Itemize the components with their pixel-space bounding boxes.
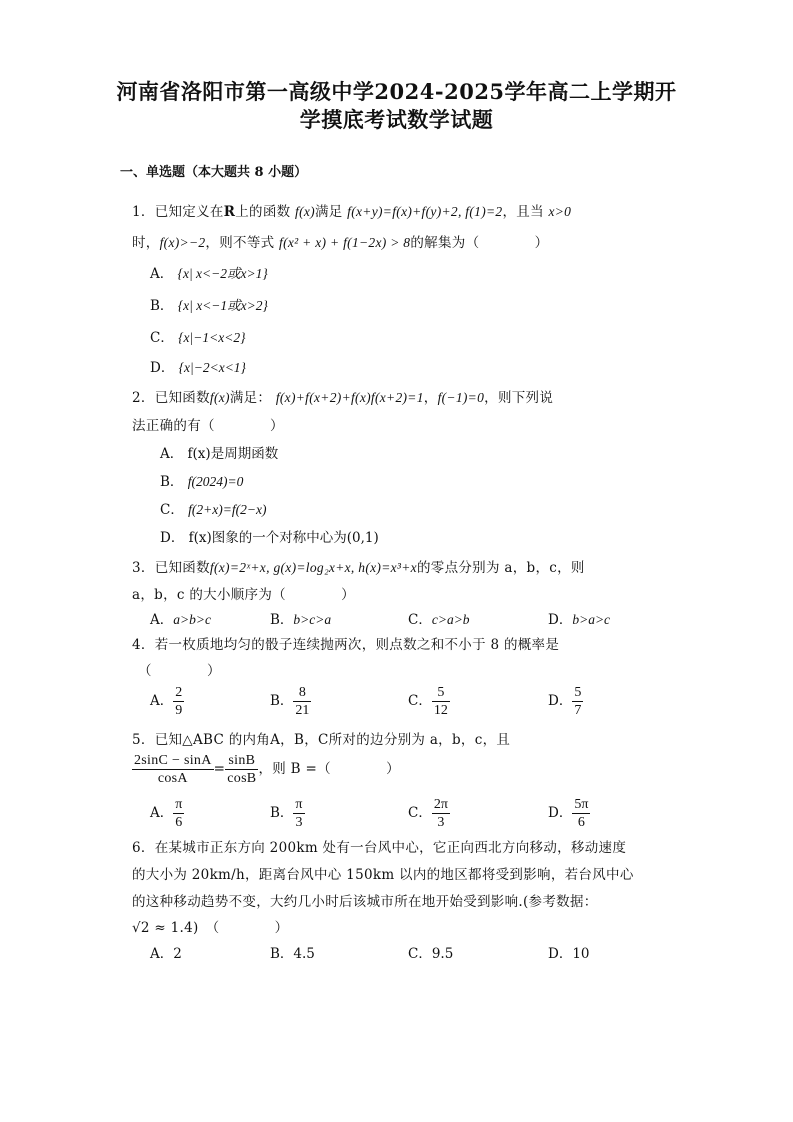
option-label: D． [160, 530, 185, 546]
option-label: D． [150, 360, 175, 376]
q1-option-a[interactable] [150, 262, 268, 282]
q4-option-b[interactable] [270, 684, 311, 719]
frac-den: cosA [157, 771, 188, 786]
q3-option-c[interactable] [408, 608, 470, 628]
frac-num: 2π [433, 797, 448, 812]
q6-option-b[interactable] [270, 942, 315, 962]
q3-expr: f(x)=2ˣ+x, g(x)=log₂x+x, h(x)=x³+x [209, 560, 417, 575]
frac-den: 7 [574, 703, 582, 718]
option-label: C． [408, 612, 432, 628]
option-text: f(2024)=0 [187, 474, 244, 489]
q1-text: 1．已知定义在 [132, 204, 224, 220]
q1-option-d[interactable] [150, 356, 246, 376]
fraction [572, 796, 590, 831]
q3-option-b[interactable] [270, 608, 331, 628]
q2-option-a[interactable] [160, 442, 278, 462]
q2-expr2: f(−1)=0 [437, 390, 485, 405]
fraction [225, 752, 258, 787]
frac-num: sinB [225, 752, 258, 770]
q4-option-c[interactable] [408, 684, 450, 719]
option-label: B． [150, 298, 174, 314]
fraction [132, 752, 214, 787]
option-text: 9.5 [431, 946, 454, 962]
q1-cond: x>0 [548, 204, 572, 219]
q2-stem-line1: 2．已知函数f(x)满足： f(x)+f(x+2)+f(x)f(x+2)=1，f(−1)=0，则下列说 [132, 390, 554, 406]
option-label: A． [150, 946, 174, 962]
frac-num: 8 [293, 684, 311, 702]
q5-text: ，则 B =（ ） [258, 761, 400, 777]
q5-option-d[interactable] [548, 796, 590, 831]
option-text: 10 [572, 946, 590, 962]
frac-den: 6 [577, 815, 585, 830]
option-label: B． [270, 612, 294, 628]
frac-den: 3 [295, 815, 303, 830]
fraction [432, 684, 450, 719]
frac-den: 12 [433, 703, 448, 718]
q6-stem-line4: √2 ≈ 1.4) （ ） [132, 920, 289, 936]
q2-option-d[interactable] [160, 526, 379, 546]
q5-option-b[interactable] [270, 796, 305, 831]
option-label: B． [270, 946, 294, 962]
q5-stem-line1 [132, 728, 510, 748]
q6-option-c[interactable] [408, 942, 453, 962]
page-title-line1: 河南省洛阳市第一高级中学2024-2025学年高二上学期开 [116, 79, 677, 104]
frac-den: 3 [437, 815, 445, 830]
q2-expr1: f(x)+f(x+2)+f(x)f(x+2)=1 [275, 390, 424, 405]
q1-stem-line1 [132, 200, 571, 220]
frac-num: 2sinC − sinA [134, 753, 212, 768]
frac-num: π [175, 797, 183, 812]
fraction [432, 796, 450, 831]
option-text: a>b>c [173, 612, 211, 627]
q4-option-d[interactable] [548, 684, 583, 719]
option-label: C． [150, 330, 174, 346]
q1-expr3: f(x² + x) + f(1−2x) > 8 [279, 235, 411, 250]
option-text: f(2+x)=f(2−x) [188, 502, 267, 517]
q1-expr1: f(x+y)=f(x)+f(y)+2, f(1)=2 [347, 204, 503, 219]
option-text: f(x)是周期函数 [187, 446, 279, 462]
option-label: D． [548, 612, 573, 628]
q1-stem-line2 [132, 231, 548, 251]
q4-stem-line1: 4．若一枚质地均匀的骰子连续抛两次，则点数之和不小于 8 的概率是 [132, 637, 560, 653]
q5-option-a[interactable] [150, 796, 184, 831]
q6-option-a[interactable] [150, 942, 182, 962]
frac-den: cosB [227, 771, 257, 786]
q2-text: ，则下列说 [484, 390, 554, 406]
q3-text: 的零点分别为 a，b，c，则 [416, 560, 585, 576]
fraction [173, 796, 184, 831]
q6-stem-line3: 的这种移动趋势不变，大约几小时后该城市所在地开始受到影响.(参考数据： [132, 894, 598, 910]
option-label: A． [150, 693, 174, 709]
option-text: {x| x<−1或x>2} [177, 298, 268, 313]
q1-fx: f(x) [295, 204, 315, 219]
option-label: B． [270, 805, 294, 821]
q1-text: 的解集为（ ） [410, 235, 549, 251]
option-text: 2 [173, 946, 182, 962]
frac-num: 5π [574, 797, 589, 812]
q5-stem-line2: $\frac{2\sin C - \sin A}{\cos A}$ = $\frac{\sin B}{\cos B}$ ，则 B =（ ） [134, 753, 400, 786]
frac-num: 5 [432, 684, 450, 702]
option-label: A． [160, 446, 184, 462]
q2-option-c[interactable] [160, 498, 266, 518]
q3-option-d[interactable] [548, 608, 610, 628]
q2-text: 满足： [229, 390, 272, 406]
section-heading: 一、单选题（本大题共 8 小题） [120, 165, 308, 180]
option-label: D． [548, 805, 573, 821]
q2-stem-line2: 法正确的有（ ） [132, 418, 284, 434]
frac-num: 5 [574, 685, 582, 700]
option-label: B． [160, 474, 184, 490]
option-text: {x|−1<x<2} [178, 330, 246, 345]
fraction [293, 796, 304, 831]
option-label: A． [150, 266, 174, 282]
option-text: b>c>a [293, 612, 332, 627]
option-text: b>a>c [572, 612, 611, 627]
frac-den: 6 [175, 815, 183, 830]
frac-num: π [295, 797, 303, 812]
option-text: {x| x<−2或x>1} [177, 266, 268, 281]
option-label: C． [408, 946, 432, 962]
q1-text: 上的函数 [235, 204, 291, 220]
option-text: c>a>b [431, 612, 470, 627]
option-label: B． [270, 693, 294, 709]
q5-text: 5．已知△ABC 的内角 [132, 732, 271, 748]
q3-stem-line2: a，b，c 的大小顺序为（ ） [132, 587, 355, 603]
option-label: C． [408, 693, 432, 709]
option-text: f(x)图象的一个对称中心为(0,1) [188, 530, 379, 546]
q1-text: ，且当 [502, 204, 544, 220]
q4-option-a[interactable] [150, 684, 184, 719]
q1-text: 时， [132, 235, 160, 251]
option-label: D． [548, 946, 573, 962]
q5-option-c[interactable] [408, 796, 450, 831]
q3-stem-line1 [132, 556, 585, 576]
q5-text: A，B，C所对的边分别为 a，b，c，且 [270, 732, 511, 748]
option-label: A． [150, 805, 174, 821]
option-text: 4.5 [293, 946, 315, 962]
q6-stem-line2: 的大小为 20km/h，距离台风中心 150km 以内的地区都将受到影响，若台风中心 [132, 867, 634, 883]
frac-den: 9 [175, 703, 183, 718]
q3-option-a[interactable] [150, 608, 211, 628]
fraction [293, 684, 311, 719]
frac-num: 2 [175, 685, 183, 700]
q2-fx: f(x) [209, 390, 230, 405]
q6-option-d[interactable] [548, 942, 590, 962]
fraction [173, 684, 184, 719]
q3-text: 3．已知函数 [132, 560, 210, 576]
q6-stem-line1: 6．在某城市正东方向 200km 处有一台风中心，它正向西北方向移动，移动速度 [132, 840, 627, 856]
q1-text: ，则不等式 [205, 235, 275, 251]
q1-text: 满足 [314, 204, 343, 220]
fraction [572, 684, 583, 719]
option-label: A． [150, 612, 174, 628]
q1-option-b[interactable] [150, 294, 268, 314]
q1-R: R [223, 204, 236, 220]
q4-stem-line2: （ ） [138, 663, 221, 679]
option-text: {x|−2<x<1} [178, 360, 246, 375]
option-label: D． [548, 693, 573, 709]
q1-expr2: f(x)>−2 [159, 235, 206, 250]
q2-text: 2．已知函数 [132, 390, 210, 406]
option-label: C． [160, 502, 184, 518]
frac-den: 21 [295, 703, 310, 718]
q2-option-b[interactable] [160, 470, 243, 490]
option-label: C． [408, 805, 432, 821]
page-title-line2: 学摸底考试数学试题 [299, 107, 494, 132]
q1-option-c[interactable] [150, 326, 245, 346]
